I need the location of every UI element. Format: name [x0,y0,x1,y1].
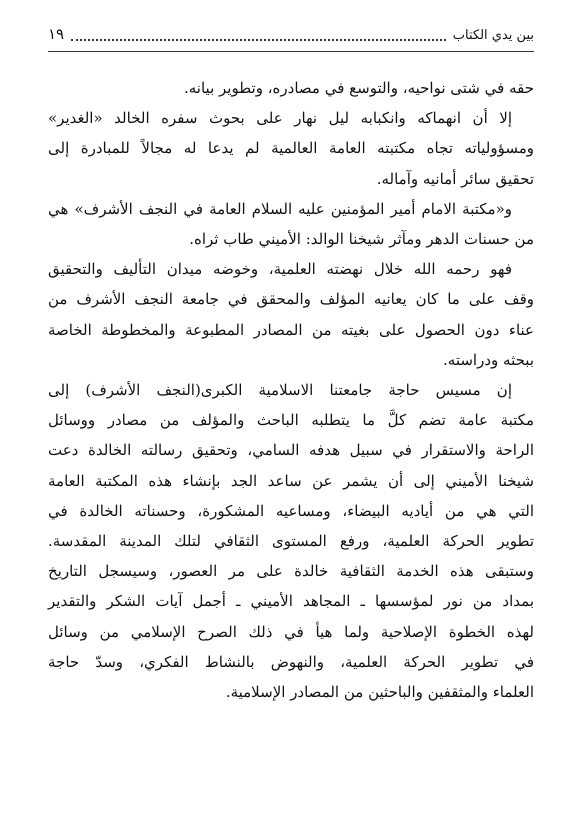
body-line: تحقيق سائر أمانيه وآماله. [376,169,534,188]
body-line: عناء دون الحصول على بغيته من المصادر المطبوعة والمخطوطة الخاصة [48,320,534,339]
body-line: لهذه الخطوة الإصلاحية ولما هيأ في ذلك الصرح الإسلامي من وسائل [48,622,534,641]
body-line: التي هي من أياديه البيضاء، ومساعيه المشكورة، وحسناته الخالدة في [48,501,534,520]
header-dot-leader [71,28,446,41]
body-line: ببحثه ودراسته. [443,350,534,369]
body-line: وستبقى هذه الخدمة الثقافية خالدة على مر العصور، وسيسجل التاريخ [48,562,534,581]
body-line: من حسنات الدهر ومآثر شيخنا الوالد: الأميني طاب ثراه. [189,230,534,249]
body-line: فهو رحمه الله خلال نهضته العلمية، وخوضه ميدان التأليف والتحقيق [48,260,512,279]
body-line: الراحة والاستقرار في سبيل هدفه السامي، وتحقيق رسالته الخالدة دعت [48,441,534,460]
body-line: مكتبة عامة تضم كلَّ ما يتطلبه الباحث والمؤلف من مصادر ووسائل [48,411,534,430]
body-line: حقه في شتى نواحيه، والتوسع في مصادره، وتطوير بيانه. [184,79,534,97]
body-line: و«مكتبة الامام أمير المؤمنين عليه السلام العامة في النجف الأشرف» هي [48,199,512,218]
body-line: العلماء والمثقفين والباحثين من المصادر الإسلامية. [225,683,534,702]
running-title: بين يدي الكتاب [452,28,534,43]
body-text [48,73,534,707]
body-line: إلا أن انهماكه وانكبابه ليل نهار على بحوث سفره الخالد «الغدير» [48,109,512,128]
body-line: شيخنا الأميني إلى أن يشمر عن ساعد الجد بإنشاء هذه المكتبة العامة [48,471,534,490]
body-line: وقف على ما كان يعانيه المؤلف والمحقق في جامعة النجف الأشرف من [48,290,534,309]
body-line: تطوير الحركة العلمية، ورفع المستوى الثقافي لتلك المدينة المقدسة. [48,532,534,551]
body-line: إن مسيس حاجة جامعتنا الاسلامية الكبرى(النجف الأشرف) إلى [48,381,512,400]
body-line: ومسؤولياته تجاه مكتبته العامة العالمية لم يدعا له مجالاً للمبادرة إلى [48,139,534,158]
body-line: في تطوير الحركة العلمية، والنهوض بالنشاط الفكري، وسدّ حاجة [48,652,534,671]
page-number: ١٩ [48,25,65,43]
running-header [48,22,534,52]
body-line: بمداد من نور لمؤسسها ـ المجاهد الأميني ـ أجمل آيات الشكر والتقدير [48,592,534,611]
